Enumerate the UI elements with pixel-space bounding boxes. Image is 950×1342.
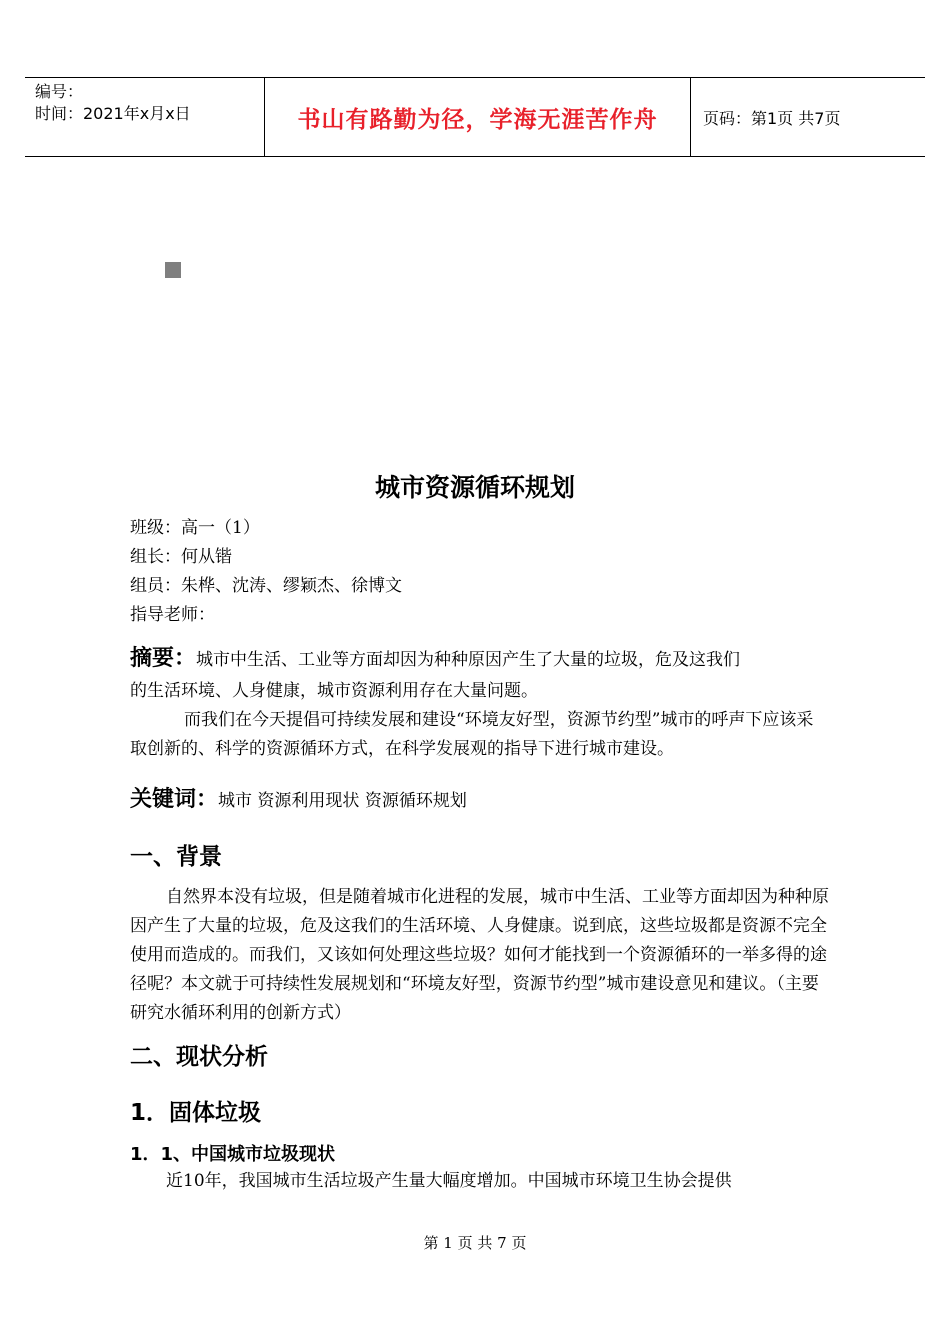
abstract [130,642,830,764]
document-meta [130,514,402,630]
abstract-line2: 的生活环境、人身健康，城市资源利用存在大量问题。 [130,681,538,701]
header-motto: 书山有路勤为径，学海无涯苦作舟 [265,78,691,156]
keywords-text: 城市 资源利用现状 资源循环规划 [218,791,467,811]
subsection11-body: 近10年，我国城市生活垃圾产生量大幅度增加。中国城市环境卫生协会提供 [166,1171,732,1191]
section1-title: 一、背景 [130,844,222,870]
document-title: 城市资源循环规划 [374,473,575,502]
meta-advisor: 指导老师： [130,605,215,625]
number-label: 编号： [35,82,84,101]
abstract-para2: 而我们在今天提倡可持续发展和建设“环境友好型，资源节约型”城市的呼声下应该采取创新的、科学的资源循环方式，在科学发展观的指导下进行城市建设。 [130,710,814,759]
meta-leader: 组长：何从锴 [130,547,232,567]
section2-title: 二、现状分析 [130,1044,268,1070]
abstract-label: 摘要： [130,646,197,671]
subsection11-title: 1．1、中国城市垃圾现状 [130,1144,336,1165]
subsection1-title: 1．固体垃圾 [130,1100,262,1126]
abstract-line1: 城市中生活、工业等方面却因为种种原因产生了大量的垃圾，危及这我们 [196,650,741,670]
section1-body: 自然界本没有垃圾，但是随着城市化进程的发展，城市中生活、工业等方面却因为种种原因产生了大量的垃圾，危及这我们的生活环境、人身健康。说到底，这些垃圾都是资源不完全使用而造成的。而我们，又该如何处理这些垃圾？如何才能找到一个资源循环的一举多得的途径呢？本文就于可持续性发展规划和“环境友好型，资源节约型”城市建设意见和建议。（主要研究水循环利用的创新方式） [130,887,829,1023]
meta-members: 组员：朱桦、沈涛、缪颖杰、徐博文 [130,576,402,596]
keywords-label: 关键词： [130,787,219,812]
page-footer: 第 1 页 共 7 页 [423,1234,527,1252]
keywords [130,785,830,816]
header-table [25,77,925,157]
meta-class: 班级：高一（1） [130,518,260,538]
square-bullet-icon [165,262,181,278]
header-left-cell [25,78,265,156]
time-label: 时间：2021年x月x日 [35,104,191,123]
header-page-info: 页码：第1页 共7页 [703,108,841,128]
